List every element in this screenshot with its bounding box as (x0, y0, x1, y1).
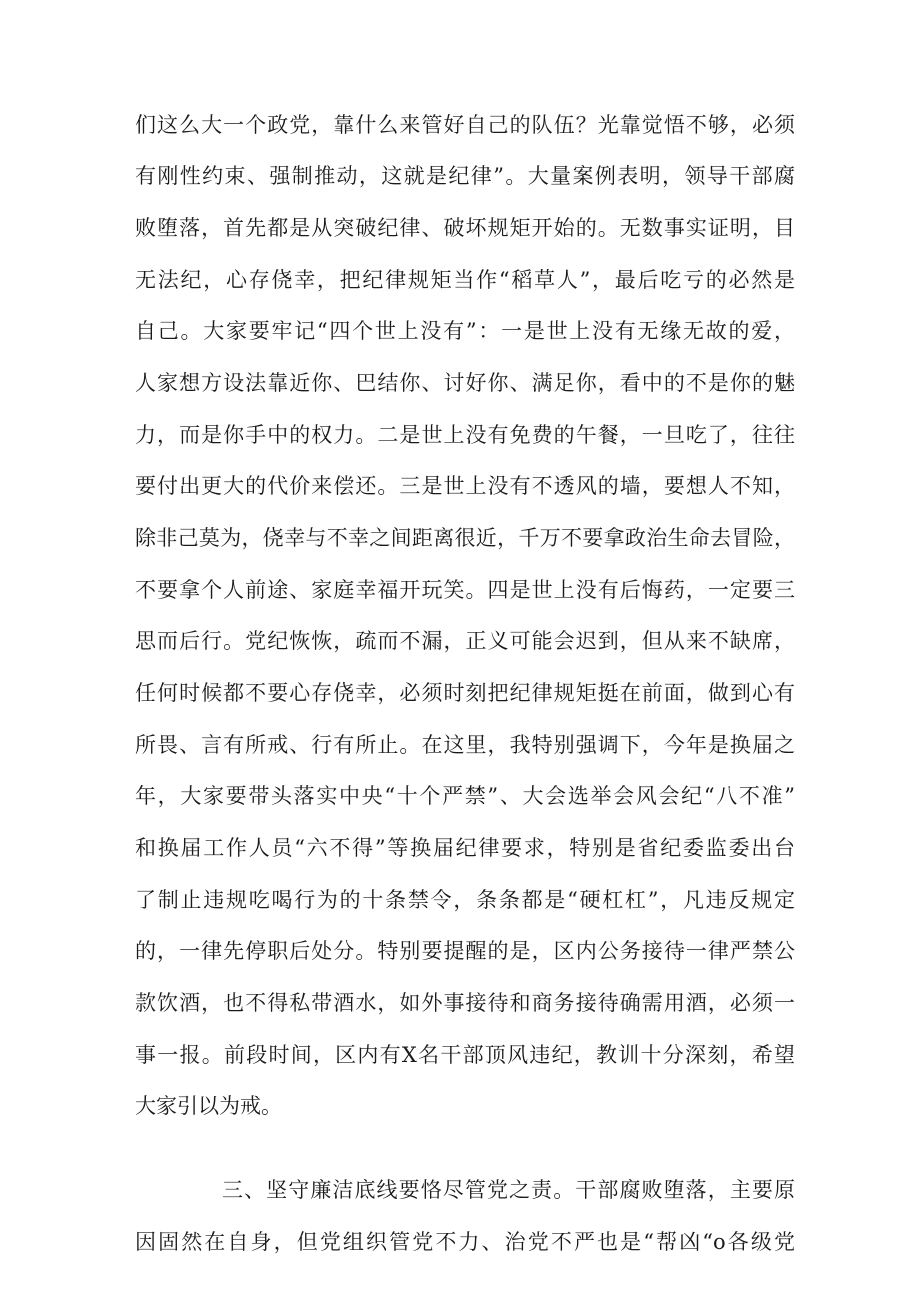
text-line: 们这么大一个政党，靠什么来管好自己的队伍？光靠觉悟不够，必须 (135, 113, 795, 137)
text-line: 年，大家要带头落实中央“十个严禁”、大会选举会风会纪“八不准” (135, 784, 795, 808)
text-line: 败堕落，首先都是从突破纪律、破坏规矩开始的。无数事实证明，目 (135, 216, 795, 240)
text-line: 无法纪，心存侥幸，把纪律规矩当作“稻草人”，最后吃亏的必然是 (135, 268, 795, 292)
text-line: 人家想方设法靠近你、巴结你、讨好你、满足你，看中的不是你的魅 (135, 371, 795, 395)
text-line: 除非己莫为，侥幸与不幸之间距离很近，千万不要拿政治生命去冒险， (135, 526, 795, 550)
text-line: 款饮酒，也不得私带酒水，如外事接待和商务接待确需用酒，必须一 (135, 991, 795, 1015)
text-line: 因固然在自身，但党组织管党不力、治党不严也是“帮凶“o各级党 (135, 1230, 795, 1254)
text-line: 所畏、言有所戒、行有所止。在这里，我特别强调下，今年是换届之 (135, 733, 795, 757)
text-line: 力，而是你手中的权力。二是世上没有免费的午餐，一旦吃了，往往 (135, 423, 795, 447)
text-line: 有刚性约束、强制推动，这就是纪律”。大量案例表明，领导干部腐 (135, 164, 795, 188)
text-line: 的，一律先停职后处分。特别要提醒的是，区内公务接待一律严禁公 (135, 939, 795, 963)
text-line: 和换届工作人员“六不得”等换届纪律要求，特别是省纪委监委出台 (135, 836, 795, 860)
text-line: 自己。大家要牢记“四个世上没有”：一是世上没有无缘无故的爱， (135, 319, 795, 343)
text-line: 不要拿个人前途、家庭幸福开玩笑。四是世上没有后悔药，一定要三 (135, 578, 795, 602)
section-heading-line: 三、坚守廉洁底线要恪尽管党之责。干部腐败堕落，主要原 (222, 1178, 795, 1202)
text-line: 了制止违规吃喝行为的十条禁令，条条都是“硬杠杠”，凡违反规定 (135, 888, 795, 912)
text-line: 要付出更大的代价来偿还。三是世上没有不透风的墙，要想人不知， (135, 474, 795, 498)
text-line: 任何时候都不要心存侥幸，必须时刻把纪律规矩挺在前面，做到心有 (135, 681, 795, 705)
text-line: 事一报。前段时间，区内有X名干部顶风违纪，教训十分深刻，希望 (135, 1043, 795, 1067)
text-line: 思而后行。党纪恢恢，疏而不漏，正义可能会迟到，但从来不缺席， (135, 629, 795, 653)
paragraph-end-line: 大家引以为戒。 (135, 1094, 282, 1118)
